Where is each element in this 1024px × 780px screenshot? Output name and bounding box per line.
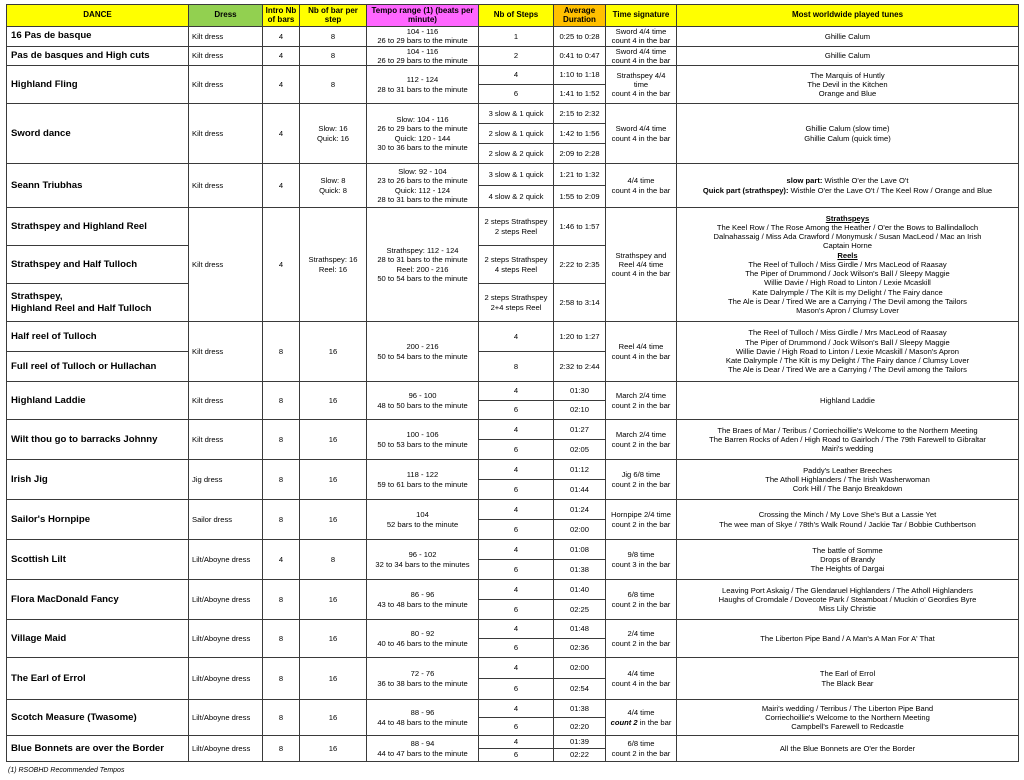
- duration: 1:10 to 1:18: [554, 66, 606, 85]
- tunes-reels: The Reel of Tulloch / Miss Girdle / Mrs MacLeod of Raasay The Piper of Drummond / Jock Wilson's Ball / Sleepy Maggie Willie Davie / High Road to Linton / Lexie Mcaskill Kate Dalrymple / The Kilt is my Delight / The Fairy dance The Ale is Dear / Tired We are a Carrying / The Devil among the Tailors Mason's Apron / Clumsy Lover: [728, 259, 967, 316]
- duration: 01:08: [554, 540, 606, 560]
- duration: 01:24: [554, 500, 606, 520]
- intro-bars: 8: [263, 382, 300, 420]
- tempo: 88 - 94 44 to 47 bars to the minute: [367, 736, 479, 762]
- bars-per-step: 16: [300, 700, 367, 736]
- table-row: [7, 420, 1019, 440]
- dress: Kilt dress: [189, 208, 263, 322]
- duration: 1:46 to 1:57: [554, 208, 606, 246]
- steps: 6: [479, 401, 554, 420]
- bars-per-step: 16: [300, 658, 367, 700]
- dance-name: Irish Jig: [7, 460, 189, 500]
- duration: 01:12: [554, 460, 606, 480]
- dress: Kilt dress: [189, 382, 263, 420]
- tunes-quick-label: Quick part (strathspey):: [702, 185, 789, 195]
- table-row: [7, 164, 1019, 186]
- duration: 02:00: [554, 658, 606, 679]
- time-signature: Hornpipe 2/4 time count 2 in the bar: [606, 500, 677, 540]
- duration: 01:48: [554, 620, 606, 639]
- intro-bars: 4: [263, 104, 300, 164]
- steps: 2 slow & 2 quick: [479, 144, 554, 164]
- duration: 02:25: [554, 600, 606, 620]
- tunes: Ghillie Calum: [677, 46, 1019, 66]
- header-steps: Nb of Steps: [479, 5, 554, 27]
- steps: 6: [479, 718, 554, 736]
- time-signature: Jig 6/8 time count 2 in the bar: [606, 460, 677, 500]
- tunes: Crossing the Minch / My Love She's But a Lassie Yet The wee man of Skye / 78th's Walk Round / Jackie Tar / Bobbie Cuthbertson: [677, 500, 1019, 540]
- steps: 2 steps Strathspey 4 steps Reel: [479, 246, 554, 284]
- dress: Lilt/Aboyne dress: [189, 700, 263, 736]
- time-signature: Reel 4/4 time count 4 in the bar: [606, 322, 677, 382]
- time-signature: 4/4 time count 4 in the bar: [606, 164, 677, 208]
- steps: 4: [479, 322, 554, 352]
- bars-per-step: 16: [300, 420, 367, 460]
- steps: 4: [479, 580, 554, 600]
- dress: Kilt dress: [189, 27, 263, 47]
- bars-per-step: 16: [300, 322, 367, 382]
- bars-per-step: 16: [300, 500, 367, 540]
- steps: 6: [479, 440, 554, 460]
- steps: 4: [479, 658, 554, 679]
- table-row: [7, 208, 1019, 246]
- dress: Jig dress: [189, 460, 263, 500]
- time-signature-count: count 2: [610, 717, 638, 727]
- steps: 3 slow & 1 quick: [479, 164, 554, 186]
- steps: 4: [479, 460, 554, 480]
- table-row: [7, 27, 1019, 47]
- header-row: [7, 5, 1019, 27]
- duration: 01:38: [554, 700, 606, 718]
- dance-name: Sailor's Hornpipe: [7, 500, 189, 540]
- dance-name: Scotch Measure (Twasome): [7, 700, 189, 736]
- time-signature: [606, 700, 677, 736]
- duration: 02:10: [554, 401, 606, 420]
- tempo: 88 - 96 44 to 48 bars to the minute: [367, 700, 479, 736]
- time-signature-top: 4/4 time: [627, 708, 655, 718]
- intro-bars: 8: [263, 500, 300, 540]
- tunes-heading-reels: Reels: [837, 250, 858, 260]
- steps: 4 slow & 2 quick: [479, 186, 554, 208]
- bars-per-step: 16: [300, 460, 367, 500]
- duration: 02:00: [554, 520, 606, 540]
- time-signature-rest: in the bar: [637, 717, 672, 727]
- table-row: [7, 104, 1019, 124]
- duration: 02:36: [554, 639, 606, 658]
- intro-bars: 8: [263, 736, 300, 762]
- dance-name: Full reel of Tulloch or Hullachan: [7, 352, 189, 382]
- tunes: The Earl of Errol The Black Bear: [677, 658, 1019, 700]
- dance-name: Pas de basques and High cuts: [7, 46, 189, 66]
- tunes: The Braes of Mar / Teribus / Corriechoillie's Welcome to the Northern Meeting The Barren Rocks of Aden / High Road to Gairloch / The 79th Farewell to Gibraltar Mairi's wedding: [677, 420, 1019, 460]
- dance-name: Highland Fling: [7, 66, 189, 104]
- tunes-heading-strathspeys: Strathspeys: [825, 213, 870, 223]
- duration: 2:22 to 2:35: [554, 246, 606, 284]
- dress: Kilt dress: [189, 66, 263, 104]
- tunes: The Liberton Pipe Band / A Man's A Man For A' That: [677, 620, 1019, 658]
- duration: 02:05: [554, 440, 606, 460]
- dance-name: Wilt thou go to barracks Johnny: [7, 420, 189, 460]
- duration: 1:21 to 1:32: [554, 164, 606, 186]
- table-row: [7, 66, 1019, 85]
- bars-per-step: Slow: 8 Quick: 8: [300, 164, 367, 208]
- duration: 01:39: [554, 736, 606, 749]
- duration: 2:58 to 3:14: [554, 284, 606, 322]
- duration: 0:41 to 0:47: [554, 46, 606, 66]
- duration: 2:15 to 2:32: [554, 104, 606, 124]
- bars-per-step: 8: [300, 46, 367, 66]
- header-dance: DANCE: [7, 5, 189, 27]
- tunes-strathspeys: The Keel Row / The Rose Among the Heather / O'er the Bows to Ballindalloch Dalnahassaig / Miss Ada Crawford / Monymusk / Susan MacLeod / Mac an Irish Captain Horne: [713, 222, 982, 251]
- duration: 1:41 to 1:52: [554, 85, 606, 104]
- tunes: The battle of Somme Drops of Brandy The Heights of Dargai: [677, 540, 1019, 580]
- dance-name: The Earl of Errol: [7, 658, 189, 700]
- table-row: [7, 580, 1019, 600]
- intro-bars: 8: [263, 322, 300, 382]
- intro-bars: 4: [263, 46, 300, 66]
- tempo: 80 - 92 40 to 46 bars to the minute: [367, 620, 479, 658]
- intro-bars: 8: [263, 580, 300, 620]
- intro-bars: 8: [263, 420, 300, 460]
- time-signature: 6/8 time count 2 in the bar: [606, 580, 677, 620]
- tunes-slow: Wisthle O'er the Lave O't: [822, 176, 909, 186]
- tunes: Highland Laddie: [677, 382, 1019, 420]
- tempo: 96 - 100 48 to 50 bars to the minute: [367, 382, 479, 420]
- tunes: Ghillie Calum (slow time) Ghillie Calum (quick time): [677, 104, 1019, 164]
- duration: 02:20: [554, 718, 606, 736]
- dress: Kilt dress: [189, 164, 263, 208]
- bars-per-step: 16: [300, 580, 367, 620]
- dance-name: Strathspey, Highland Reel and Half Tulloch: [7, 284, 189, 322]
- duration: 1:42 to 1:56: [554, 124, 606, 144]
- header-duration: Average Duration: [554, 5, 606, 27]
- intro-bars: 8: [263, 700, 300, 736]
- time-signature: 6/8 time count 2 in the bar: [606, 736, 677, 762]
- dance-name: Strathspey and Half Tulloch: [7, 246, 189, 284]
- dance-name: 16 Pas de basque: [7, 27, 189, 47]
- dress: Kilt dress: [189, 104, 263, 164]
- bars-per-step: 8: [300, 540, 367, 580]
- tunes: Paddy's Leather Breeches The Atholl Highlanders / The Irish Washerwoman Cork Hill / The Banjo Breakdown: [677, 460, 1019, 500]
- tempo: 72 - 76 36 to 38 bars to the minute: [367, 658, 479, 700]
- tunes: [677, 164, 1019, 208]
- table-row: [7, 540, 1019, 560]
- bars-per-step: Slow: 16 Quick: 16: [300, 104, 367, 164]
- table-row: [7, 382, 1019, 401]
- intro-bars: 4: [263, 27, 300, 47]
- steps: 6: [479, 480, 554, 500]
- intro-bars: 4: [263, 208, 300, 322]
- duration: 01:40: [554, 580, 606, 600]
- table-row: [7, 658, 1019, 679]
- steps: 6: [479, 749, 554, 762]
- steps: 3 slow & 1 quick: [479, 104, 554, 124]
- footnote: (1) RSOBHD Recommended Tempos: [8, 767, 125, 774]
- dance-name: Village Maid: [7, 620, 189, 658]
- steps: 4: [479, 500, 554, 520]
- tunes: The Marquis of Huntly The Devil in the Kitchen Orange and Blue: [677, 66, 1019, 104]
- duration: 01:38: [554, 560, 606, 580]
- steps: 4: [479, 382, 554, 401]
- tempo: 86 - 96 43 to 48 bars to the minute: [367, 580, 479, 620]
- dance-tempo-table: [6, 4, 1019, 762]
- duration: 01:27: [554, 420, 606, 440]
- steps: 1: [479, 27, 554, 47]
- steps: 6: [479, 85, 554, 104]
- intro-bars: 4: [263, 540, 300, 580]
- steps: 2: [479, 46, 554, 66]
- time-signature: 2/4 time count 2 in the bar: [606, 620, 677, 658]
- tunes-quick: Wisthle O'er the Lave O't / The Keel Row / Orange and Blue: [788, 185, 993, 195]
- header-dress: Dress: [189, 5, 263, 27]
- steps: 4: [479, 540, 554, 560]
- tempo: 112 - 124 28 to 31 bars to the minute: [367, 66, 479, 104]
- duration: 2:32 to 2:44: [554, 352, 606, 382]
- tunes: The Reel of Tulloch / Miss Girdle / Mrs MacLeod of Raasay The Piper of Drummond / Jock Wilson's Ball / Sleepy Maggie Willie Davie / High Road to Linton / Lexie Mcaskill / Mason's Apron Kate Dalrymple / The Kilt is my Delight / The Fairy dance / Clumsy Lover The Ale is Dear / Tired We are a Carrying / The Devil among the Tailors: [677, 322, 1019, 382]
- time-signature: 4/4 time count 4 in the bar: [606, 658, 677, 700]
- steps: 6: [479, 560, 554, 580]
- duration: 1:20 to 1:27: [554, 322, 606, 352]
- bars-per-step: 16: [300, 382, 367, 420]
- steps: 6: [479, 679, 554, 700]
- table-row: [7, 700, 1019, 718]
- tempo: 104 - 116 26 to 29 bars to the minute: [367, 27, 479, 47]
- time-signature: Sword 4/4 time count 4 in the bar: [606, 46, 677, 66]
- tempo: 118 - 122 59 to 61 bars to the minute: [367, 460, 479, 500]
- intro-bars: 8: [263, 658, 300, 700]
- tempo: Slow: 92 - 104 23 to 26 bars to the minute Quick: 112 - 124 28 to 31 bars to the minute: [367, 164, 479, 208]
- tempo: Slow: 104 - 116 26 to 29 bars to the minute Quick: 120 - 144 30 to 36 bars to the minute: [367, 104, 479, 164]
- intro-bars: 4: [263, 66, 300, 104]
- time-signature: 9/8 time count 3 in the bar: [606, 540, 677, 580]
- time-signature: Strathspey 4/4 time count 4 in the bar: [606, 66, 677, 104]
- intro-bars: 8: [263, 460, 300, 500]
- dance-name: Scottish Lilt: [7, 540, 189, 580]
- table-row: [7, 460, 1019, 480]
- duration: 1:55 to 2:09: [554, 186, 606, 208]
- steps: 4: [479, 736, 554, 749]
- table-row: [7, 736, 1019, 749]
- time-signature: Sword 4/4 time count 4 in the bar: [606, 27, 677, 47]
- steps: 4: [479, 66, 554, 85]
- duration: 02:54: [554, 679, 606, 700]
- tunes: All the Blue Bonnets are O'er the Border: [677, 736, 1019, 762]
- bars-per-step: 16: [300, 736, 367, 762]
- tunes: Leaving Port Askaig / The Glendaruel Highlanders / The Atholl Highlanders Haughs of Cromdale / Dovecote Park / Steamboat / Muckin o' Geordies Byre Miss Lily Christie: [677, 580, 1019, 620]
- tempo: Strathspey: 112 - 124 28 to 31 bars to the minute Reel: 200 - 216 50 to 54 bars to the minute: [367, 208, 479, 322]
- steps: 2 slow & 1 quick: [479, 124, 554, 144]
- dress: Kilt dress: [189, 46, 263, 66]
- intro-bars: 8: [263, 620, 300, 658]
- tempo: 200 - 216 50 to 54 bars to the minute: [367, 322, 479, 382]
- header-tempo: Tempo range (1) (beats per minute): [367, 5, 479, 27]
- tunes-slow-label: slow part:: [786, 176, 823, 186]
- dance-name: Highland Laddie: [7, 382, 189, 420]
- steps: 4: [479, 420, 554, 440]
- dress: Kilt dress: [189, 420, 263, 460]
- duration: 01:30: [554, 382, 606, 401]
- steps: 2 steps Strathspey 2+4 steps Reel: [479, 284, 554, 322]
- duration: 01:44: [554, 480, 606, 500]
- duration: 2:09 to 2:28: [554, 144, 606, 164]
- dance-name: Half reel of Tulloch: [7, 322, 189, 352]
- duration: 02:22: [554, 749, 606, 762]
- dress: Lilt/Aboyne dress: [189, 620, 263, 658]
- steps: 8: [479, 352, 554, 382]
- dress: Lilt/Aboyne dress: [189, 658, 263, 700]
- tempo: 96 - 102 32 to 34 bars to the minutes: [367, 540, 479, 580]
- time-signature: March 2/4 time count 2 in the bar: [606, 382, 677, 420]
- dance-name: Sword dance: [7, 104, 189, 164]
- steps: 6: [479, 520, 554, 540]
- intro-bars: 4: [263, 164, 300, 208]
- time-signature: March 2/4 time count 2 in the bar: [606, 420, 677, 460]
- dress: Lilt/Aboyne dress: [189, 736, 263, 762]
- tempo: 100 - 106 50 to 53 bars to the minute: [367, 420, 479, 460]
- bars-per-step: Strathspey: 16 Reel: 16: [300, 208, 367, 322]
- table-row: [7, 500, 1019, 520]
- dance-name: Flora MacDonald Fancy: [7, 580, 189, 620]
- header-tunes: Most worldwide played tunes: [677, 5, 1019, 27]
- table-row: [7, 46, 1019, 66]
- duration: 0:25 to 0:28: [554, 27, 606, 47]
- dance-name: Seann Triubhas: [7, 164, 189, 208]
- dress: Lilt/Aboyne dress: [189, 580, 263, 620]
- tunes: [677, 208, 1019, 322]
- steps: 2 steps Strathspey 2 steps Reel: [479, 208, 554, 246]
- table-row: [7, 322, 1019, 352]
- dress: Kilt dress: [189, 322, 263, 382]
- steps: 4: [479, 700, 554, 718]
- tunes: Ghillie Calum: [677, 27, 1019, 47]
- tempo: 104 52 bars to the minute: [367, 500, 479, 540]
- steps: 4: [479, 620, 554, 639]
- dance-name: Strathspey and Highland Reel: [7, 208, 189, 246]
- steps: 6: [479, 639, 554, 658]
- table-row: [7, 620, 1019, 639]
- steps: 6: [479, 600, 554, 620]
- bars-per-step: 8: [300, 66, 367, 104]
- dress: Sailor dress: [189, 500, 263, 540]
- dance-name: Blue Bonnets are over the Border: [7, 736, 189, 762]
- time-signature: Strathspey and Reel 4/4 time count 4 in the bar: [606, 208, 677, 322]
- bars-per-step: 8: [300, 27, 367, 47]
- time-signature: Sword 4/4 time count 4 in the bar: [606, 104, 677, 164]
- header-bars-per-step: Nb of bar per step: [300, 5, 367, 27]
- header-intro: Intro Nb of bars: [263, 5, 300, 27]
- dress: Lilt/Aboyne dress: [189, 540, 263, 580]
- tunes: Mairi's wedding / Terribus / The Liberton Pipe Band Corriechoillie's Welcome to the Northern Meeting Campbell's Farewell to Redcastle: [677, 700, 1019, 736]
- tempo: 104 - 116 26 to 29 bars to the minute: [367, 46, 479, 66]
- bars-per-step: 16: [300, 620, 367, 658]
- header-signature: Time signature: [606, 5, 677, 27]
